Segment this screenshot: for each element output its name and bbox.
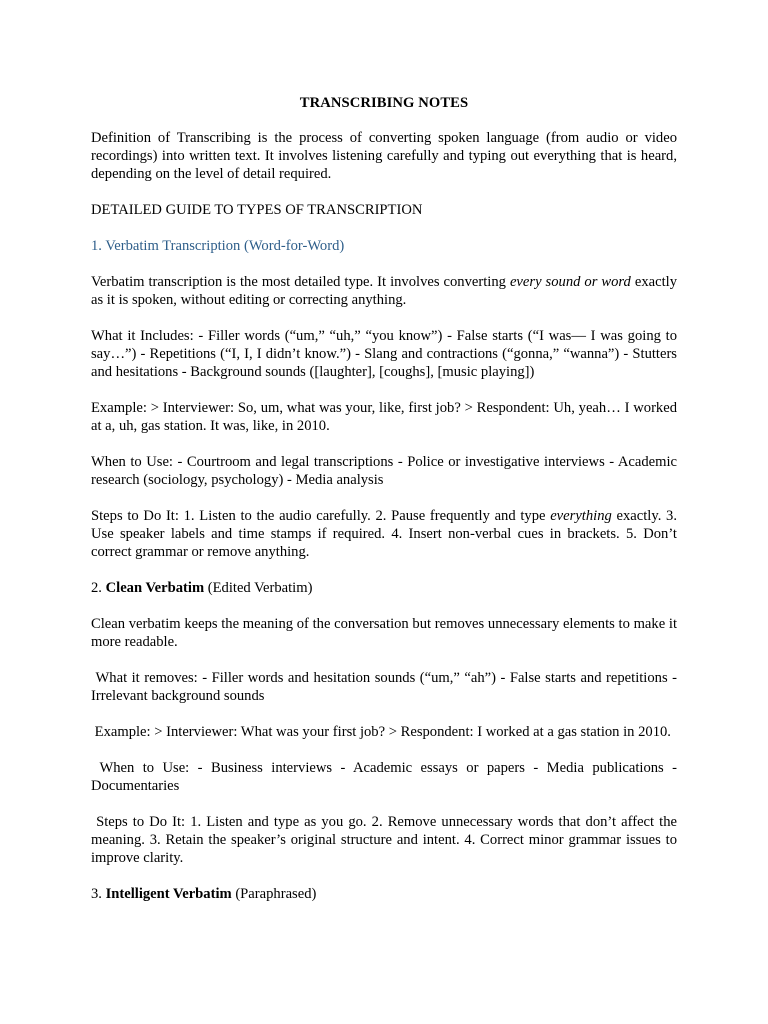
verbatim-intro-text-end: exactly as it is spoken, without editing or correcting anything.	[91, 274, 677, 308]
verbatim-when-to-use: When to Use: - Courtroom and legal transcriptions - Police or investigative interviews - Academic research (sociology, psychology) - Media analysis	[91, 454, 677, 488]
verbatim-example: Example: > Interviewer: So, um, what was your, like, first job? > Respondent: Uh, yeah… I worked at a, uh, gas station. It was, like, in 2010.	[91, 400, 677, 434]
verbatim-intro	[91, 273, 677, 309]
guide-heading: DETAILED GUIDE TO TYPES OF TRANSCRIPTION	[91, 202, 423, 218]
verbatim-intro-text: Verbatim transcription is the most detailed type. It involves converting	[91, 274, 510, 290]
verbatim-heading: 1. Verbatim Transcription (Word-for-Word)	[91, 238, 345, 254]
verbatim-steps-emphasis: everything	[550, 508, 612, 524]
clean-verbatim-subtitle: (Edited Verbatim)	[204, 580, 313, 596]
intelligent-verbatim-number: 3.	[91, 886, 106, 902]
clean-verbatim-heading	[91, 579, 677, 597]
clean-verbatim-name: Clean Verbatim	[105, 580, 205, 596]
intelligent-verbatim-subtitle: (Paraphrased)	[231, 886, 317, 902]
clean-verbatim-intro: Clean verbatim keeps the meaning of the conversation but removes unnecessary elements to make it more readable.	[91, 616, 677, 650]
verbatim-intro-emphasis: every sound or word	[509, 274, 631, 290]
clean-verbatim-number: 2.	[91, 580, 106, 596]
intelligent-verbatim-name: Intelligent Verbatim	[105, 886, 232, 902]
clean-verbatim-when-to-use: When to Use: - Business interviews - Academic essays or papers - Media publications - Documentaries	[91, 760, 681, 794]
intelligent-verbatim-heading	[91, 885, 677, 903]
verbatim-includes: What it Includes: - Filler words (“um,” “uh,” “you know”) - False starts (“I was— I was going to say…”) - Repetitions (“I, I, I didn’t know.”) - Slang and contractions (“gonna,” “wanna”) - Stutters and hesitations - Background sounds ([laughter], [coughs], [music playing])	[91, 328, 677, 380]
verbatim-steps	[91, 507, 677, 561]
clean-verbatim-removes: What it removes: - Filler words and hesitation sounds (“um,” “ah”) - False starts and repetitions - Irrelevant background sounds	[91, 670, 681, 704]
document-page	[91, 94, 681, 921]
clean-verbatim-example: Example: > Interviewer: What was your first job? > Respondent: I worked at a gas station in 2010.	[91, 724, 671, 740]
document-title: TRANSCRIBING NOTES	[299, 95, 469, 111]
clean-verbatim-steps: Steps to Do It: 1. Listen and type as you go. 2. Remove unnecessary words that don’t affect the meaning. 3. Retain the speaker’s original structure and intent. 4. Correct minor grammar issues to improve clarity.	[91, 814, 681, 866]
definition-paragraph: Definition of Transcribing is the process of converting spoken language (from audio or video recordings) into written text. It involves listening carefully and typing out everything that is heard, depending on the level of detail required.	[91, 130, 677, 182]
verbatim-steps-text-end: exactly. 3. Use speaker labels and time stamps if required. 4. Insert non-verbal cues in brackets. 5. Don’t correct grammar or remove anything.	[91, 508, 678, 560]
verbatim-steps-text: Steps to Do It: 1. Listen to the audio carefully. 2. Pause frequently and type	[91, 508, 551, 524]
